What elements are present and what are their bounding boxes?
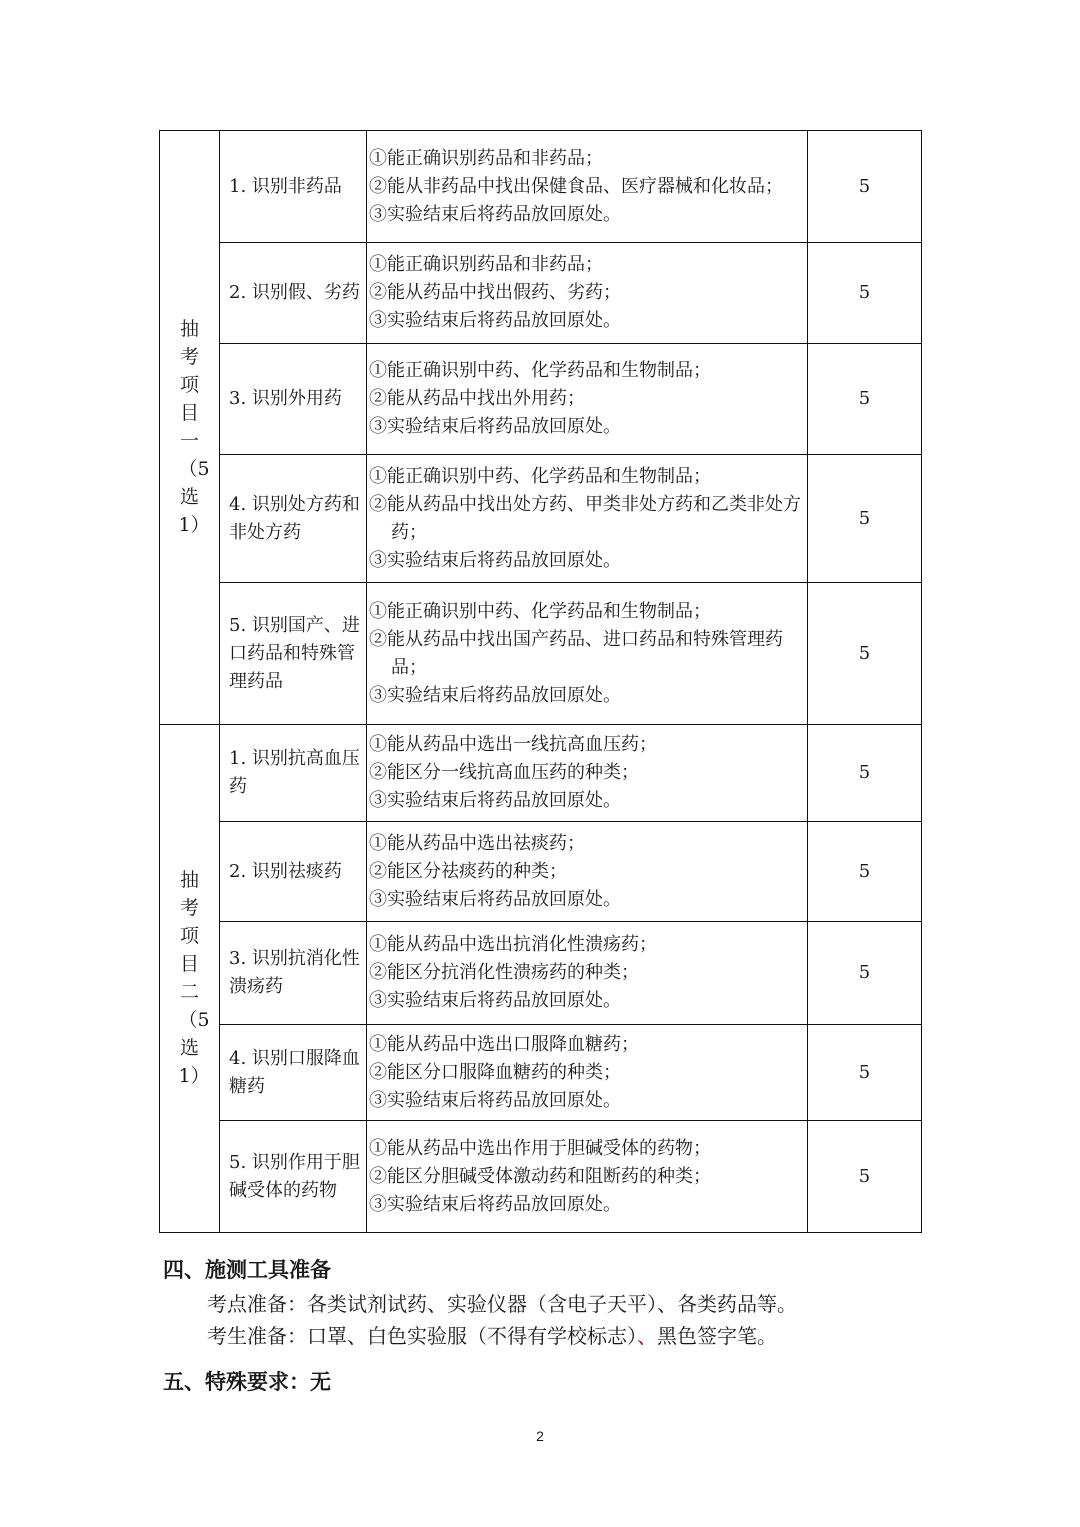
requirement-line: ②能区分抗消化性溃疡药的种类； (369, 962, 639, 983)
item-name: 1. 识别非药品 (220, 131, 367, 243)
section-5-title: 五、特殊要求：无 (163, 1369, 331, 1394)
requirement-line: ②能区分口服降血糖药的种类； (369, 1061, 621, 1083)
table-row (160, 344, 922, 455)
requirements-cell (367, 725, 808, 822)
table-row (160, 455, 922, 583)
score: 5 (808, 922, 922, 1025)
requirement-line: ③实验结束后将药品放回原处。 (369, 203, 621, 225)
requirement-line: ①能正确识别中药、化学药品和生物制品； (369, 465, 711, 487)
requirement-line: ③实验结束后将药品放回原处。 (369, 684, 621, 706)
candidate-prep-text-a: 考生准备：口罩、白色实验服（不得有学校标志） (207, 1324, 637, 1348)
requirement-line: ③实验结束后将药品放回原处。 (369, 990, 621, 1011)
requirements-cell (367, 583, 808, 725)
requirement-line: ②能区分一线抗高血压药的种类； (369, 762, 639, 783)
item-name: 1. 识别抗高血压药 (220, 725, 367, 822)
table-row (160, 922, 922, 1025)
requirements-cell (367, 344, 808, 455)
requirements-cell (367, 1121, 808, 1233)
table-row (160, 1025, 922, 1121)
requirement-line: ①能正确识别药品和非药品； (369, 147, 603, 169)
assessment-table (159, 130, 922, 1233)
requirement-line: ③实验结束后将药品放回原处。 (369, 1193, 621, 1215)
requirement-line: ①能正确识别中药、化学药品和生物制品； (369, 360, 711, 381)
score: 5 (808, 822, 922, 922)
requirements-cell (367, 131, 808, 243)
page-number: 2 (536, 1428, 544, 1444)
candidate-prep-separator: 、 (637, 1324, 657, 1348)
requirement-line: ①能从药品中选出一线抗高血压药； (369, 734, 657, 755)
venue-preparation: 考点准备：各类试剂试药、实验仪器（含电子天平）、各类药品等。 (207, 1292, 797, 1316)
candidate-preparation (207, 1320, 777, 1349)
score: 5 (808, 344, 922, 455)
requirements-cell (367, 455, 808, 583)
score: 5 (808, 1121, 922, 1233)
assessment-table-body (160, 131, 922, 1233)
requirement-line: ②能从药品中找出假药、劣药； (369, 282, 621, 303)
group-label: 抽考项目二（5选1） (178, 869, 210, 1087)
score: 5 (808, 131, 922, 243)
requirements-cell (367, 922, 808, 1025)
requirement-line: ①能从药品中选出口服降血糖药； (369, 1033, 639, 1055)
candidate-prep-text-b: 黑色签字笔。 (657, 1324, 777, 1348)
item-name: 4. 识别处方药和非处方药 (220, 455, 367, 583)
score: 5 (808, 455, 922, 583)
table-row (160, 243, 922, 344)
table-row (160, 822, 922, 922)
item-name: 5. 识别国产、进口药品和特殊管理药品 (220, 583, 367, 725)
requirement-line: ③实验结束后将药品放回原处。 (369, 1089, 621, 1111)
group-label-cell (160, 131, 220, 725)
table-row (160, 725, 922, 822)
table-row (160, 131, 922, 243)
requirement-line: ①能从药品中选出抗消化性溃疡药； (369, 934, 657, 955)
group-label: 抽考项目一（5选1） (178, 318, 210, 536)
requirements-cell (367, 822, 808, 922)
requirement-line: ②能区分胆碱受体激动药和阻断药的种类； (369, 1165, 711, 1187)
table-row (160, 1121, 922, 1233)
score: 5 (808, 725, 922, 822)
requirement-line: ③实验结束后将药品放回原处。 (369, 790, 621, 811)
item-name: 2. 识别祛痰药 (220, 822, 367, 922)
requirement-line: ②能从药品中找出国产药品、进口药品和特殊管理药品； (369, 628, 783, 678)
item-name: 4. 识别口服降血糖药 (220, 1025, 367, 1121)
requirement-line: ③实验结束后将药品放回原处。 (369, 310, 621, 331)
requirements-cell (367, 243, 808, 344)
requirement-line: ①能从药品中选出祛痰药； (369, 832, 585, 854)
requirement-line: ③实验结束后将药品放回原处。 (369, 549, 621, 571)
item-name: 3. 识别外用药 (220, 344, 367, 455)
score: 5 (808, 1025, 922, 1121)
requirement-line: ②能从药品中找出外用药； (369, 388, 585, 409)
requirement-line: ③实验结束后将药品放回原处。 (369, 888, 621, 910)
requirement-line: ①能正确识别中药、化学药品和生物制品； (369, 600, 711, 622)
requirement-line: ②能区分祛痰药的种类； (369, 860, 567, 882)
item-name: 2. 识别假、劣药 (220, 243, 367, 344)
item-name: 5. 识别作用于胆碱受体的药物 (220, 1121, 367, 1233)
item-name: 3. 识别抗消化性溃疡药 (220, 922, 367, 1025)
requirement-line: ③实验结束后将药品放回原处。 (369, 416, 621, 437)
requirements-cell (367, 1025, 808, 1121)
section-4-title: 四、施测工具准备 (163, 1257, 331, 1282)
group-label-cell (160, 725, 220, 1233)
score: 5 (808, 583, 922, 725)
table-row (160, 583, 922, 725)
requirement-line: ②能从药品中找出处方药、甲类非处方药和乙类非处方药； (369, 493, 801, 543)
requirement-line: ②能从非药品中找出保健食品、医疗器械和化妆品； (369, 175, 783, 197)
requirement-line: ①能正确识别药品和非药品； (369, 254, 603, 275)
score: 5 (808, 243, 922, 344)
requirement-line: ①能从药品中选出作用于胆碱受体的药物； (369, 1137, 711, 1159)
